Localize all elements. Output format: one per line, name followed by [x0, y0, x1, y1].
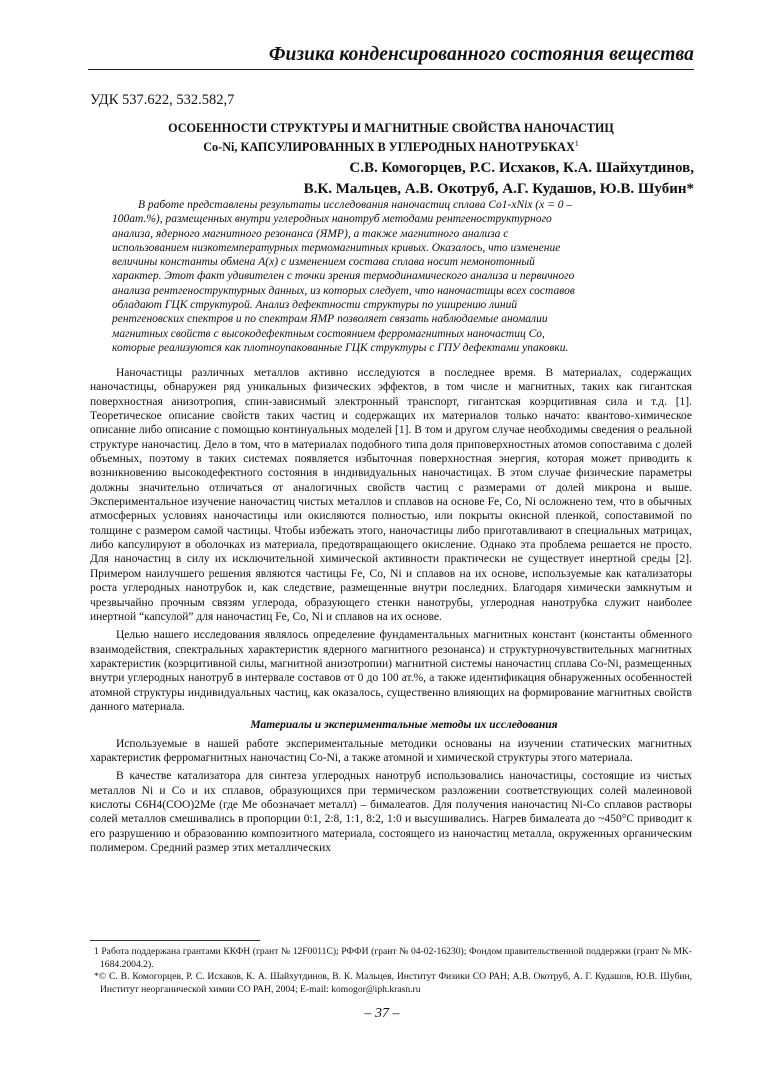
footnote-separator	[90, 940, 260, 941]
article-body	[90, 366, 692, 859]
author-line-2: В.К. Мальцев, А.В. Окотруб, А.Г. Кудашов, Ю.В. Шубин*	[303, 180, 694, 197]
abstract-line: магнитных свойств с высокодефектным состоянием ферромагнитных наночастиц Co,	[112, 327, 545, 340]
body-paragraph-3: Используемые в нашей работе экспериментальные методики основаны на изучении статических магнитных характеристик ферромагнитных наночастиц Co-Ni, а также атомной и химической структуры этого материала.	[90, 737, 692, 764]
author-list	[90, 158, 694, 199]
footnotes	[90, 940, 692, 997]
abstract-line: использованием низкотемпературных термомагнитных кривых. Оказалось, что изменение	[112, 241, 561, 254]
footnote-funding: 1 Работа поддержана грантами ККФН (грант № 12F0011C); РФФИ (грант № 04-02-16230); Фондом правительственной поддержки (грант № MK-1684.2004.2).	[94, 946, 692, 970]
abstract-line: рентгеновских спектров и по спектрам ЯМР позволяет связать наблюдаемые аномалии	[112, 313, 548, 326]
abstract-line: В работе представлены результаты исследования наночастиц сплава Co1-xNix (x = 0 –	[138, 199, 573, 211]
udc-code: УДК 537.622, 532.582,7	[90, 92, 235, 108]
journal-title: Физика конденсированного состояния вещества	[268, 44, 694, 65]
body-paragraph-1: Наночастицы различных металлов активно исследуются в последнее время. В материалах, содержащих наночастицы, обнаружен ряд уникальных физических эффектов, в том числе и магнитных, таких как гигантская поверхностная анизотропия, спин-зависимый электронный транспорт, гигантская коэрцитивная сила и т.д. [1]. Теоретическое описание свойств таких частиц и содержащих их материалов только начато: квантово-химическое описание либо описание с помощью континуальных моделей [1]. В том и другом случае необходимы сведения о реальной структуре наночастиц. Дело в том, что в материалах подобного типа доля приповерхностных атомов сопоставима с долей объемных, поэтому в таких системах появляется избыточная поверхностная энергия, которая может приводить к возникновению высокодефектного состояния в индивидуальных наночастицах. В этом случае физические параметры должны значительно отличаться от аналогичных свойств частиц с размерами от долей микрона и выше. Экспериментальное изучение наночастиц чистых металлов и сплавов на основе Fe, Co, Ni осложнено тем, что в обычных атмосферных условиях наночастицы или окисляются полностью, или покрыты окисной пленкой, сопоставимой по толщине с размером самой частицы. Чтобы избежать этого, наночастицы либо приготавливают в специальных матрицах, либо капсулируют в оболочках из материала, предотвращающего окисление. Однако эта проблема решается не просто. Для наночастиц в силу их исключительной химической активности практически не существует инертной среды [2]. Примером наилучшего решения являются частицы Fe, Co, Ni и сплавов на их основе, используемые как катализаторы роста углеродных нанотрубок и, как следствие, размещенные внутри последних. Благодаря химически замкнутым и чрезвычайно прочным связям углерода, образующего стенки нанотрубы, углеродная нанотрубка служит наиболее инертной “капсулой” для наночастиц Fe, Co, Ni и сплавов на их основе.	[90, 367, 692, 623]
abstract-line: которые реализуются как плотноупакованные ГЦК структуры с ГПУ дефектами упаковки.	[112, 341, 569, 354]
abstract-line: характер. Этот факт удивителен с точки зрения термодинамического анализа и первичного	[112, 270, 575, 283]
body-paragraph-4: В качестве катализатора для синтеза углеродных нанотруб использовались наночастицы, состоящие из чистых металлов Ni и Co и их сплавов, образующихся при термическом разложении соответствующих солей малеиновой кислоты C6H4(COO)2Me (где Me обозначает металл) – бималеатов. Для получения наночастиц Ni-Co сплавов растворы солей металлов смешивались в пропорции 0:1, 2:8, 1:1, 8:2, 1:0 и высушивались. Нагрев бималеата до ~450°C приводит к его разрушению и образованию композитного материала, состоящего из наночастиц металла, окруженных органическим полимером. Средний размер этих металлических	[90, 770, 692, 854]
running-header	[88, 44, 694, 70]
article-title	[90, 121, 692, 155]
author-line-1: С.В. Комогорцев, Р.С. Исхаков, К.А. Шайхутдинов,	[349, 160, 694, 176]
page-number: – 37 –	[364, 1006, 400, 1021]
abstract-line: обладают ГЦК структурой. Анализ дефектности структуры по уширению линий	[112, 299, 518, 312]
abstract-line: анализа, ядерного магнитного резонанса (ЯМР), а также магнитного анализа с	[112, 227, 509, 240]
abstract-line: 100ат.%), размещенных внутри углеродных нанотруб методами рентгеноструктурного	[112, 213, 552, 226]
section-heading: Материалы и экспериментальные методы их исследования	[250, 719, 558, 732]
abstract	[112, 198, 668, 355]
abstract-line: анализа рентгеноструктурных данных, из которых следует, что наночастицы всех составов	[112, 284, 575, 297]
body-paragraph-2: Целью нашего исследования являлось определение фундаментальных магнитных констант (константы обменного взаимодействия, спектральных характеристик ядерного магнитного резонанса) и структурночувствительных магнитных характеристик (коэрцитивной силы, магнитной анизотропии) магнитной системы наночастиц сплава Co-Ni, размещенных внутри углеродных нанотруб в интервале составов от 0 до 100 ат.%, а также идентификация обнаруженных особенностей атомной структуры индивидуальных частиц, как оказалось, существенно влияющих на формирование магнитных свойств данного материала.	[90, 629, 692, 713]
title-footnote-mark: 1	[574, 139, 579, 148]
article-title-line-2	[90, 136, 692, 155]
article-title-line-2-text: Co-Ni, КАПСУЛИРОВАННЫХ В УГЛЕРОДНЫХ НАНОТРУБКАХ	[203, 140, 575, 155]
footnote-copyright: *© С. В. Комогорцев, Р. С. Исхаков, К. А. Шайхутдинов, В. К. Мальцев, Институт Физики СО РАН; А.В. Окотруб, А. Г. Кудашов, Ю.В. Шубин, Институт неорганической химии СО РАН, 2004; E-mail: komogor@iph.krasn.ru	[94, 971, 692, 996]
article-title-line-1: ОСОБЕННОСТИ СТРУКТУРЫ И МАГНИТНЫЕ СВОЙСТВА НАНОЧАСТИЦ	[168, 121, 614, 135]
abstract-line: величины константы обмена A(x) с изменением состава сплава носит немонотонный	[112, 256, 535, 269]
